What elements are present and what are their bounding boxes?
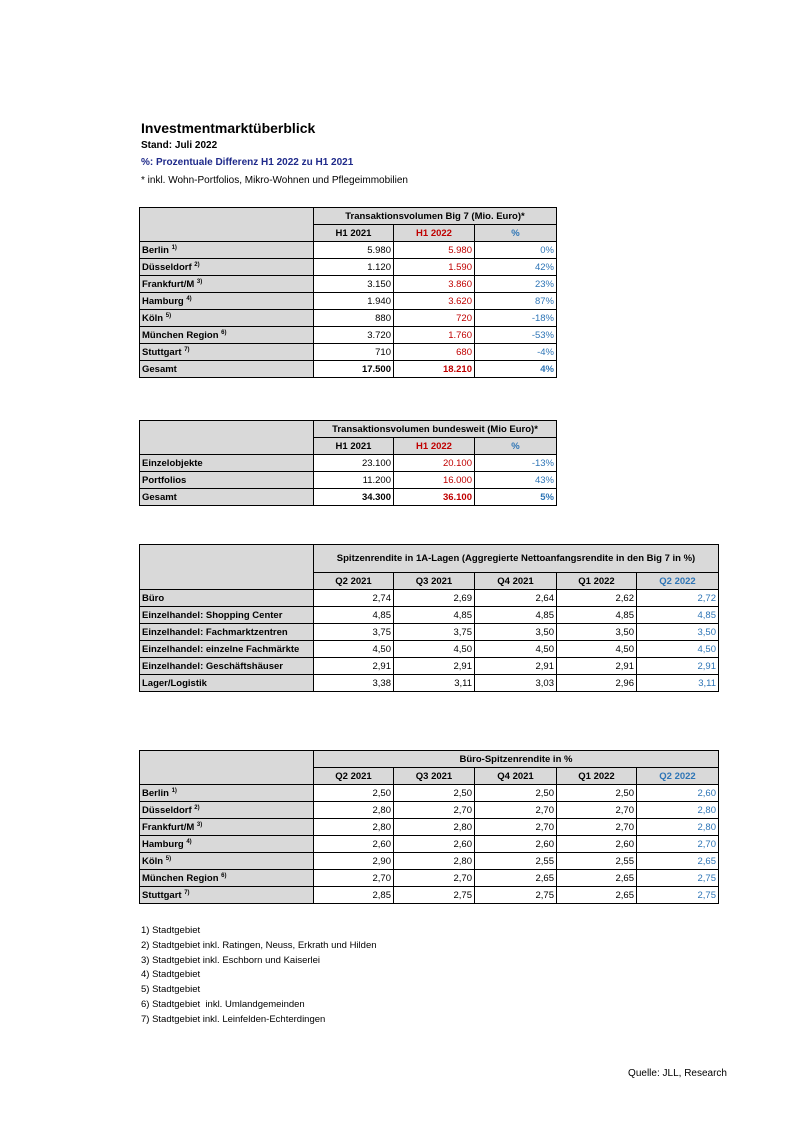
row-label <box>140 276 314 293</box>
table-row <box>140 472 557 489</box>
table-row <box>140 836 719 853</box>
stand-date: Stand: Juli 2022 <box>141 140 218 151</box>
row-label <box>140 344 314 361</box>
prime-yield-table <box>139 544 719 692</box>
footnote-marker: 4) <box>186 295 192 302</box>
yield-value: 2,60 <box>314 836 394 853</box>
germany-volume-table <box>139 420 557 506</box>
table-title: Büro-Spitzenrendite in % <box>314 751 719 768</box>
row-label-text: Hamburg <box>142 838 184 850</box>
yield-value: 2,55 <box>557 853 637 870</box>
table-corner <box>140 421 314 455</box>
column-header: Q3 2021 <box>394 768 475 785</box>
value-percent: 42% <box>475 259 557 276</box>
footnote-marker: 2) <box>194 804 200 811</box>
table-row <box>140 259 557 276</box>
footnote-marker: 1) <box>171 244 177 251</box>
yield-value: 2,50 <box>557 785 637 802</box>
yield-value: 2,72 <box>637 590 719 607</box>
value-percent: -18% <box>475 310 557 327</box>
footnote-marker: 3) <box>196 821 203 828</box>
table-corner <box>140 208 314 242</box>
row-label <box>140 870 314 887</box>
yield-value: 2,60 <box>557 836 637 853</box>
row-label <box>140 624 314 641</box>
row-label-text: Köln <box>142 855 164 867</box>
yield-value: 2,65 <box>637 853 719 870</box>
value-h1-2022: 16.000 <box>394 472 475 489</box>
row-label <box>140 455 314 472</box>
yield-value: 2,70 <box>637 836 719 853</box>
table-row <box>140 887 719 904</box>
row-label-text: Portfolios <box>142 474 187 486</box>
yield-value: 2,80 <box>394 819 475 836</box>
row-label-text: Einzelobjekte <box>142 457 203 469</box>
value-h1-2021: 1.940 <box>314 293 394 310</box>
value-h1-2021: 710 <box>314 344 394 361</box>
row-label <box>140 658 314 675</box>
footnote-marker: 5) <box>165 855 172 862</box>
row-label-text: Berlin <box>142 787 169 799</box>
total-row <box>140 489 557 506</box>
column-header: Q1 2022 <box>557 573 637 590</box>
row-label <box>140 785 314 802</box>
yield-value: 2,60 <box>475 836 557 853</box>
yield-value: 2,90 <box>314 853 394 870</box>
value-percent: -13% <box>475 455 557 472</box>
footnote-marker: 6) <box>221 329 227 336</box>
value-h1-2021: 3.720 <box>314 327 394 344</box>
yield-value: 4,50 <box>314 641 394 658</box>
yield-value: 2,70 <box>475 802 557 819</box>
yield-value: 3,11 <box>637 675 719 692</box>
yield-value: 3,75 <box>314 624 394 641</box>
table-row <box>140 607 719 624</box>
value-percent: -53% <box>475 327 557 344</box>
value-h1-2021: 880 <box>314 310 394 327</box>
footnote-marker: 5) <box>165 312 172 319</box>
yield-value: 2,65 <box>475 870 557 887</box>
yield-value: 2,55 <box>475 853 557 870</box>
column-header: H1 2021 <box>314 225 394 242</box>
value-percent: -4% <box>475 344 557 361</box>
column-header: % <box>475 438 557 455</box>
row-label-text: München Region <box>142 872 219 884</box>
footnote-marker: 7) <box>184 346 190 353</box>
footnote-item: 2) Stadtgebiet inkl. Ratingen, Neuss, Erkrath und Hilden <box>141 939 377 951</box>
row-label <box>140 607 314 624</box>
yield-value: 4,85 <box>475 607 557 624</box>
column-header: Q4 2021 <box>475 768 557 785</box>
yield-value: 4,50 <box>637 641 719 658</box>
row-label-text: Stuttgart <box>142 346 182 358</box>
value-h1-2022: 3.860 <box>394 276 475 293</box>
column-header: Q2 2022 <box>637 768 719 785</box>
footnote-marker: 2) <box>194 261 200 268</box>
footnote-item: 3) Stadtgebiet inkl. Eschborn und Kaiserlei <box>141 954 321 966</box>
total-h1-2021: 34.300 <box>314 489 394 506</box>
row-label-text: Lager/Logistik <box>142 677 207 689</box>
value-percent: 0% <box>475 242 557 259</box>
yield-value: 3,75 <box>394 624 475 641</box>
row-label <box>140 819 314 836</box>
yield-value: 2,91 <box>475 658 557 675</box>
value-h1-2022: 680 <box>394 344 475 361</box>
table-corner <box>140 545 314 590</box>
yield-value: 2,80 <box>637 802 719 819</box>
footnote-marker: 3) <box>196 278 203 285</box>
yield-value: 2,91 <box>394 658 475 675</box>
table-title: Transaktionsvolumen Big 7 (Mio. Euro)* <box>314 208 557 225</box>
table-title: Spitzenrendite in 1A-Lagen (Aggregierte Nettoanfangsrendite in den Big 7 in %) <box>314 545 719 573</box>
row-label <box>140 853 314 870</box>
value-percent: 23% <box>475 276 557 293</box>
row-label-text: Frankfurt/M <box>142 821 195 833</box>
row-label <box>140 242 314 259</box>
value-h1-2022: 5.980 <box>394 242 475 259</box>
column-header: H1 2022 <box>394 438 475 455</box>
row-label <box>140 802 314 819</box>
row-label <box>140 887 314 904</box>
table-row <box>140 327 557 344</box>
value-h1-2021: 3.150 <box>314 276 394 293</box>
yield-value: 2,91 <box>557 658 637 675</box>
table-row <box>140 819 719 836</box>
column-header: Q2 2022 <box>637 573 719 590</box>
row-label-text: Hamburg <box>142 295 184 307</box>
table-row <box>140 641 719 658</box>
inclusion-note: * inkl. Wohn-Portfolios, Mikro-Wohnen und Pflegeimmobilien <box>141 175 408 186</box>
row-label-text: Düsseldorf <box>142 261 192 273</box>
yield-value: 2,65 <box>557 887 637 904</box>
table-row <box>140 658 719 675</box>
yield-value: 2,70 <box>314 870 394 887</box>
table-row <box>140 675 719 692</box>
yield-value: 2,80 <box>394 853 475 870</box>
yield-value: 4,85 <box>314 607 394 624</box>
total-row <box>140 361 557 378</box>
row-label-text: Düsseldorf <box>142 804 192 816</box>
yield-value: 2,75 <box>637 870 719 887</box>
yield-value: 4,85 <box>394 607 475 624</box>
row-label-text: Berlin <box>142 244 169 256</box>
value-h1-2022: 20.100 <box>394 455 475 472</box>
table-corner <box>140 751 314 785</box>
table-row <box>140 785 719 802</box>
yield-value: 2,85 <box>314 887 394 904</box>
yield-value: 2,70 <box>557 819 637 836</box>
row-label <box>140 641 314 658</box>
page-title: Investmentmarktüberblick <box>141 120 316 136</box>
table-row <box>140 590 719 607</box>
row-label-text: Frankfurt/M <box>142 278 195 290</box>
column-header: Q1 2022 <box>557 768 637 785</box>
row-label <box>140 472 314 489</box>
percent-note: %: Prozentuale Differenz H1 2022 zu H1 2021 <box>141 157 354 168</box>
yield-value: 2,70 <box>475 819 557 836</box>
yield-value: 3,11 <box>394 675 475 692</box>
total-percent: 5% <box>475 489 557 506</box>
yield-value: 3,50 <box>637 624 719 641</box>
footnotes <box>141 924 377 1028</box>
footnote-item: 7) Stadtgebiet inkl. Leinfelden-Echterdingen <box>141 1013 326 1025</box>
table-row <box>140 455 557 472</box>
row-label <box>140 310 314 327</box>
column-header: Q4 2021 <box>475 573 557 590</box>
column-header: Q2 2021 <box>314 573 394 590</box>
row-label <box>140 327 314 344</box>
footnote-marker: 7) <box>184 889 190 896</box>
yield-value: 2,50 <box>394 785 475 802</box>
value-h1-2021: 23.100 <box>314 455 394 472</box>
source-note: Quelle: JLL, Research <box>628 1068 727 1079</box>
yield-value: 4,50 <box>557 641 637 658</box>
yield-value: 2,50 <box>314 785 394 802</box>
yield-value: 4,50 <box>475 641 557 658</box>
row-label-text: Köln <box>142 312 164 324</box>
big7-volume-table <box>139 207 557 378</box>
total-h1-2022: 36.100 <box>394 489 475 506</box>
table-row <box>140 870 719 887</box>
yield-value: 2,91 <box>314 658 394 675</box>
yield-value: 2,75 <box>475 887 557 904</box>
value-h1-2022: 1.590 <box>394 259 475 276</box>
total-h1-2022: 18.210 <box>394 361 475 378</box>
table-row <box>140 242 557 259</box>
row-label <box>140 259 314 276</box>
yield-value: 3,38 <box>314 675 394 692</box>
value-h1-2022: 3.620 <box>394 293 475 310</box>
row-label-text: Einzelhandel: einzelne Fachmärkte <box>142 643 300 655</box>
table-row <box>140 344 557 361</box>
yield-value: 2,96 <box>557 675 637 692</box>
table-row <box>140 802 719 819</box>
value-h1-2021: 5.980 <box>314 242 394 259</box>
row-label <box>140 836 314 853</box>
footnote-item: 5) Stadtgebiet <box>141 984 201 996</box>
yield-value: 3,50 <box>557 624 637 641</box>
yield-value: 2,80 <box>637 819 719 836</box>
yield-value: 2,69 <box>394 590 475 607</box>
row-label <box>140 293 314 310</box>
table-row <box>140 310 557 327</box>
yield-value: 2,70 <box>557 802 637 819</box>
yield-value: 3,50 <box>475 624 557 641</box>
total-percent: 4% <box>475 361 557 378</box>
value-h1-2021: 1.120 <box>314 259 394 276</box>
office-yield-table <box>139 750 719 904</box>
yield-value: 2,75 <box>637 887 719 904</box>
yield-value: 2,64 <box>475 590 557 607</box>
row-label-text: Stuttgart <box>142 889 182 901</box>
footnote-item: 6) Stadtgebiet inkl. Umlandgemeinden <box>141 998 305 1010</box>
yield-value: 2,70 <box>394 870 475 887</box>
value-percent: 43% <box>475 472 557 489</box>
value-h1-2022: 720 <box>394 310 475 327</box>
footnote-marker: 1) <box>171 787 177 794</box>
yield-value: 4,85 <box>557 607 637 624</box>
yield-value: 3,03 <box>475 675 557 692</box>
column-header: H1 2022 <box>394 225 475 242</box>
yield-value: 2,80 <box>314 802 394 819</box>
footnote-marker: 6) <box>221 872 227 879</box>
table-row <box>140 293 557 310</box>
table-title: Transaktionsvolumen bundesweit (Mio Euro)* <box>314 421 557 438</box>
row-label <box>140 590 314 607</box>
row-label-text: Einzelhandel: Fachmarktzentren <box>142 626 288 638</box>
footnote-item: 4) Stadtgebiet <box>141 969 201 981</box>
yield-value: 2,65 <box>557 870 637 887</box>
column-header: Q2 2021 <box>314 768 394 785</box>
row-label-text: München Region <box>142 329 219 341</box>
column-header: H1 2021 <box>314 438 394 455</box>
yield-value: 2,91 <box>637 658 719 675</box>
value-h1-2021: 11.200 <box>314 472 394 489</box>
yield-value: 2,75 <box>394 887 475 904</box>
footnote-marker: 4) <box>186 838 192 845</box>
yield-value: 2,60 <box>637 785 719 802</box>
yield-value: 2,80 <box>314 819 394 836</box>
row-label-text: Einzelhandel: Geschäftshäuser <box>142 660 283 672</box>
footnote-item: 1) Stadtgebiet <box>141 925 201 936</box>
yield-value: 2,50 <box>475 785 557 802</box>
row-label-text: Einzelhandel: Shopping Center <box>142 609 283 621</box>
yield-value: 2,70 <box>394 802 475 819</box>
yield-value: 4,50 <box>394 641 475 658</box>
row-label-text: Büro <box>142 592 165 604</box>
row-label <box>140 675 314 692</box>
yield-value: 2,62 <box>557 590 637 607</box>
table-row <box>140 276 557 293</box>
total-label: Gesamt <box>140 361 314 378</box>
yield-value: 2,74 <box>314 590 394 607</box>
table-row <box>140 853 719 870</box>
value-percent: 87% <box>475 293 557 310</box>
total-label: Gesamt <box>140 489 314 506</box>
value-h1-2022: 1.760 <box>394 327 475 344</box>
table-row <box>140 624 719 641</box>
column-header: % <box>475 225 557 242</box>
total-h1-2021: 17.500 <box>314 361 394 378</box>
yield-value: 4,85 <box>637 607 719 624</box>
yield-value: 2,60 <box>394 836 475 853</box>
column-header: Q3 2021 <box>394 573 475 590</box>
